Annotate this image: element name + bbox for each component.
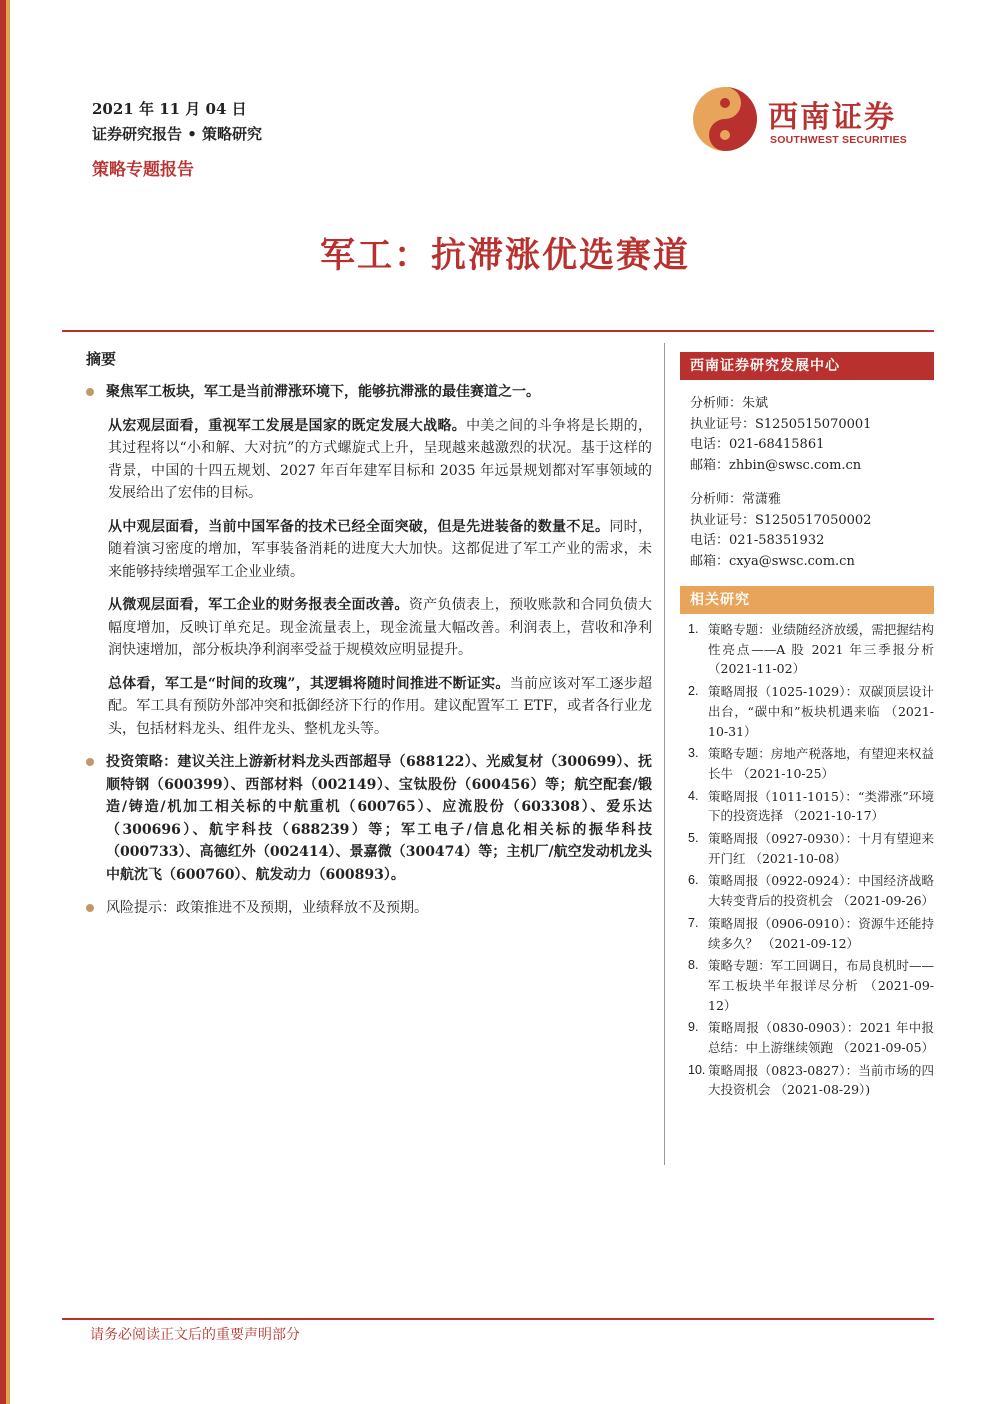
list-item[interactable]: 7. 策略周报（0906-0910）：资源牛还能持续多久？ （2021-09-12）: [688, 915, 934, 951]
summary-body: 当前应该对军工逐步超配。军工具有预防外部冲突和抵御经济下行的作用。建议配置军工 ETF，或者各行业龙头，包括材料龙头、组件龙头、整机龙头等。: [108, 675, 652, 737]
list-item[interactable]: 2. 策略周报（1025-1029）：双碳顶层设计出台，“碳中和”板块机遇来临 （2021-10-31）: [688, 684, 934, 739]
abstract-section: [84, 348, 652, 931]
meso-body: 同时，随着演习密度的增加，军事装备消耗的进度大大加快。这都促进了军工产业的需求，未来能够持续增强军工企业业绩。: [108, 518, 653, 580]
report-category: 策略专题报告: [92, 160, 194, 180]
research-center-title: 西南证券研究发展中心: [680, 352, 934, 380]
list-item[interactable]: 1. 策略专题：业绩随经济放缓，需把握结构性亮点——A 股 2021 年三季报分析 （2021-11-02）: [688, 622, 934, 677]
company-logo: [692, 86, 932, 152]
analyst-phone: 电话：021-68415861: [690, 437, 825, 452]
list-item[interactable]: 4. 策略周报（1011-1015）：“类滞涨”环境下的投资选择 （2021-10-17）: [688, 788, 934, 824]
micro-body: 资产负债表上，预收账款和合同负债大幅度增加，反映订单充足。现金流量表上，现金流量大幅改善。利润表上，营收和净利润快速增加，部分板块净利润率受益于规模效应明显提升。: [108, 597, 653, 658]
bullet-dot-icon: [86, 758, 94, 766]
report-type: 证券研究报告 • 策略研究: [92, 125, 263, 143]
top-divider: [62, 330, 934, 332]
list-item[interactable]: 10. 策略周报（0823-0827）：当前市场的四大投资机会 （2021-08-29）): [688, 1062, 934, 1098]
list-item[interactable]: 8. 策略专题：军工回调日，布局良机时——军工板块半年报详尽分析 （2021-09-12）: [688, 958, 934, 1013]
analyst-list: [680, 380, 934, 572]
column-divider: [664, 343, 665, 1165]
macro-lead: 从宏观层面看，重视军工发展是国家的既定发展大战略。: [108, 417, 467, 434]
bullet-focus-text: 聚焦军工板块，军工是当前滞涨环境下，能够抗滞涨的最佳赛道之一。: [106, 384, 540, 400]
analyst-license: 执业证号：S1250515070001: [690, 416, 872, 432]
report-title: 军工：抗滞涨优选赛道: [319, 235, 690, 276]
analyst-card: [690, 394, 934, 476]
left-accent-bar: [0, 0, 12, 1404]
bullet-dot-icon: [86, 388, 94, 396]
logo-text-en: SOUTHWEST SECURITIES: [770, 134, 908, 146]
analyst-email[interactable]: 邮箱：zhbin@swsc.com.cn: [690, 457, 862, 473]
risk-text: 风险提示：政策推进不及预期，业绩释放不及预期。: [106, 900, 428, 916]
analyst-name: 分析师：常潇雅: [690, 492, 782, 507]
macro-body: 中美之间的斗争将是长期的，其过程将以“小和解、大对抗”的方式螺旋式上升，呈现越来越激烈的状况。基于这样的背景，中国的十四五规划、2027 年百年建军目标和 2035 年远景规划都对军事领域的发展给出了宏伟的目标。: [108, 417, 653, 501]
logo-text-cn: 西南证券: [768, 100, 896, 135]
report-date: 2021 年 11 月 04 日: [92, 100, 247, 118]
list-item[interactable]: 5. 策略周报（0927-0930）：十月有望迎来开门红 （2021-10-08）: [688, 831, 934, 866]
invest-strategy-text: 投资策略：建议关注上游新材料龙头西部超导（688122）、光威复材（300699）、抚顺特钢（600399）、西部材料（002149）、宝钛股份（600456）等；航空配套/锻造/铸造/机加工相关标的中航重机（600765）、应流股份（603308）、爱乐达（300696）、航宇科技（688239）等；军工电子/信息化相关标的振华科技（000733）、高德红外（002414）、景嘉微（300474）等；主机厂/航空发动机龙头中航沈飞（600760）、航发动力（600893）。: [106, 754, 652, 883]
meso-paragraph: [84, 516, 652, 584]
bullet-dot-icon: [86, 904, 94, 912]
risk-bullet: [84, 897, 652, 920]
micro-paragraph: [84, 594, 652, 662]
related-research-title: 相关研究: [680, 586, 934, 614]
list-item[interactable]: 9. 策略周报（0830-0903）：2021 年中报总结：中上游继续领跑 （2021-09-05）: [688, 1020, 935, 1056]
abstract-bullet: [84, 381, 652, 404]
analyst-email[interactable]: 邮箱：cxya@swsc.com.cn: [690, 553, 855, 569]
invest-bullet: [84, 751, 652, 886]
related-research-list: [680, 614, 934, 1100]
analyst-name: 分析师：朱斌: [690, 396, 769, 411]
list-item[interactable]: 6. 策略周报（0922-0924）：中国经济战略大转变背后的投资机会 （2021-09-26）: [688, 873, 935, 909]
logo-mark-icon: [692, 86, 758, 152]
sidebar: [680, 352, 934, 1103]
summary-lead: 总体看，军工是“时间的玫瑰”，其逻辑将随时间推进不断证实。: [108, 675, 510, 692]
analyst-license: 执业证号：S1250517050002: [690, 512, 872, 528]
analyst-phone: 电话：021-58351932: [690, 533, 825, 548]
abstract-heading: 摘要: [86, 350, 117, 368]
footer-disclaimer: 请务必阅读正文后的重要声明部分: [90, 1327, 300, 1343]
bottom-divider: [62, 1318, 934, 1320]
micro-lead: 从微观层面看，军工企业的财务报表全面改善。: [108, 597, 409, 613]
macro-paragraph: [84, 415, 652, 505]
list-item[interactable]: 3. 策略专题：房地产税落地，有望迎来权益长牛 （2021-10-25）: [688, 746, 934, 781]
analyst-card: [690, 490, 934, 572]
summary-paragraph: [84, 673, 652, 741]
meso-lead: 从中观层面看，当前中国军备的技术已经全面突破，但是先进装备的数量不足。: [108, 518, 610, 535]
left-accent-gold: [6, 0, 10, 1404]
